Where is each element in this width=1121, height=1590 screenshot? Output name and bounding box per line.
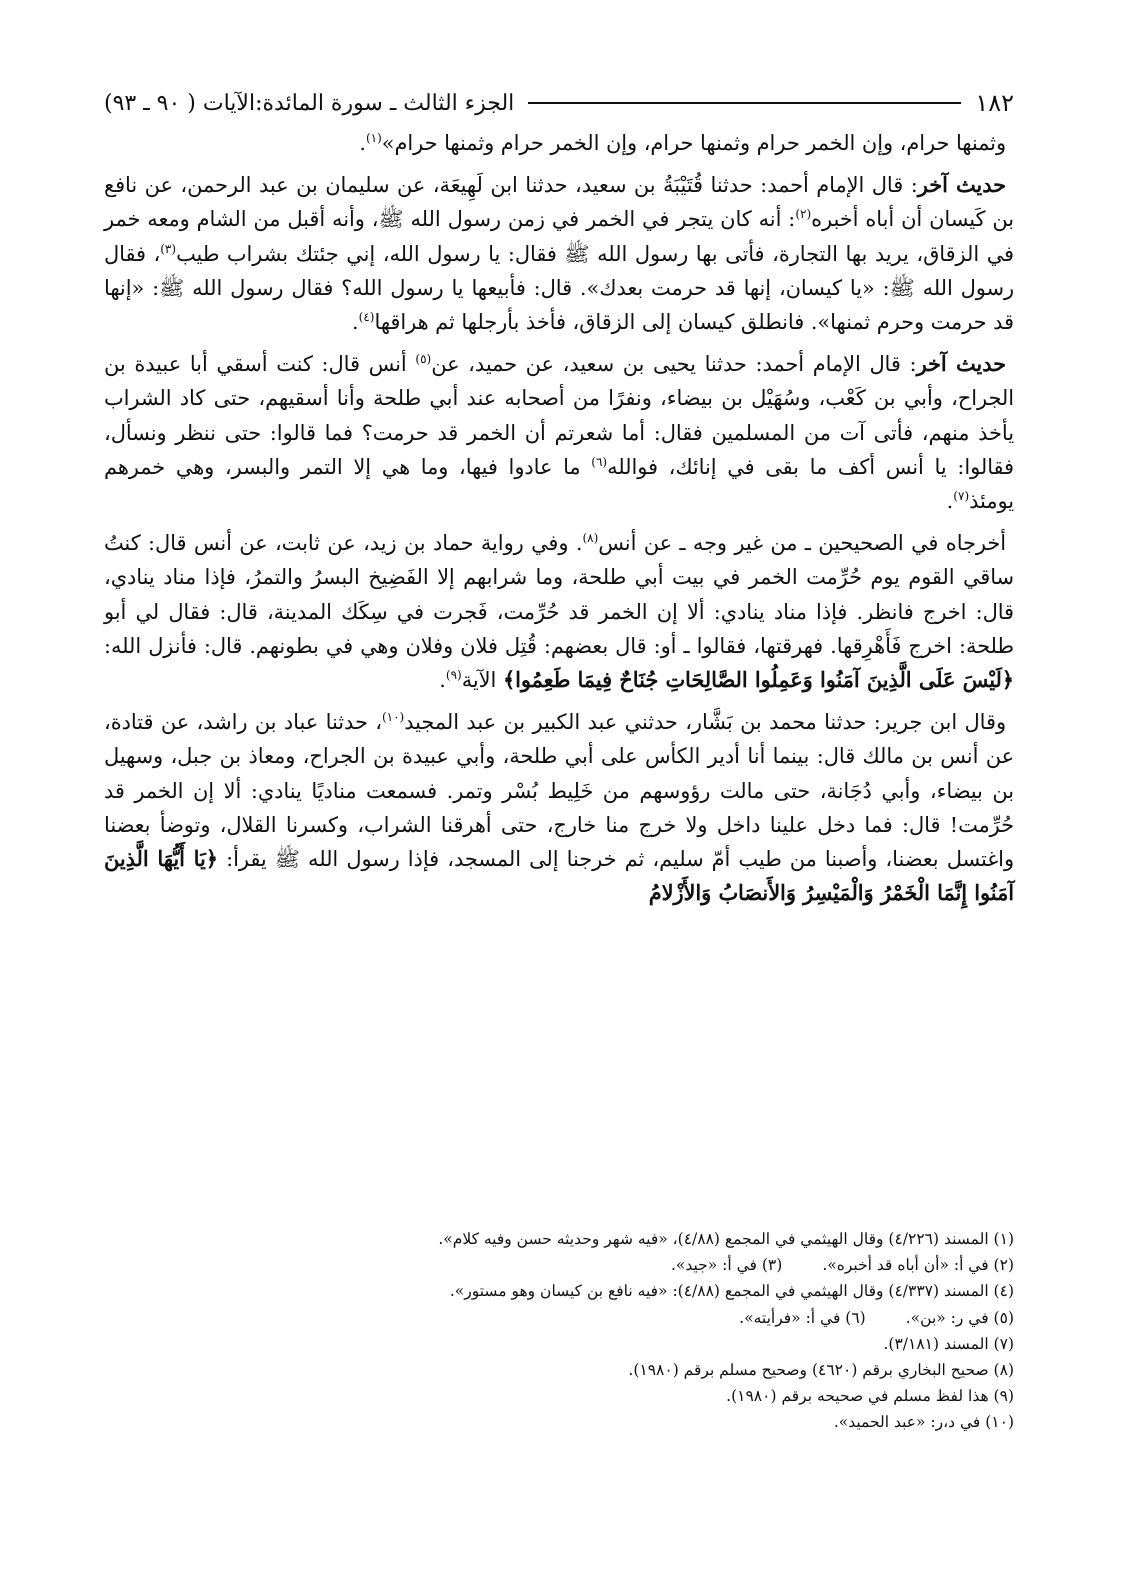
footnote-6: (٦) في أ: «فرأيته». <box>739 1308 866 1327</box>
paragraph-text: . <box>946 489 954 514</box>
paragraph-text: . <box>439 668 446 693</box>
paragraph-text: الآية <box>461 668 503 693</box>
footnote-3: (٣) في أ: «جيد». <box>670 1256 783 1275</box>
footnote-marker: (٩) <box>445 668 462 683</box>
footnote-9: (٩) هذا لفظ مسلم في صحيحه برقم (١٩٨٠). <box>726 1387 1014 1406</box>
footnote-marker: (٦) <box>591 454 608 469</box>
paragraph-lead: حديث آخر <box>916 351 1006 377</box>
paragraph-text: : قال الإمام أحمد: حدثنا قُتَيْبَةُ بن سعيد، حدثنا ابن لَهِيعَة، عن سليمان بن عبد الرحمن، عن نافع بن كَيسان أن أباه أخبره <box>104 173 1015 232</box>
footnote-marker: (٨) <box>582 531 599 546</box>
footnote-4: (٤) المسند (٤/٣٣٧) وقال الهيثمي في المجمع (٤/٨٨): «فيه نافع بن كيسان وهو مستور». <box>449 1282 1014 1301</box>
footnote-marker: (١٠) <box>381 710 405 725</box>
paragraph-text: . <box>359 131 366 155</box>
footnote-1: (١) المسند (٤/٢٢٦) وقال الهيثمي في المجمع (٤/٨٨)، «فيه شهر وحديثه حسن وفيه كلام». <box>438 1230 1014 1248</box>
paragraph-text: . وفي رواية حماد بن زيد، عن ثابت، عن أنس قال: كنتُ ساقي القوم يوم حُرِّمت الخمر في بيت أبي طلحة، وما شرابهم إلا الفَضِيخ البسرُ والتمرُ، فإذا مناد ينادي، قال: اخرج فانظر. فإذا مناد ينادي: ألا إن الخمر قد حُرِّمت، فَجرت في سِكَك المدينة، قال: فقال لي أبو طلحة: اخرج فَأَهْرِقها. فهرقتها، فقالوا ـ أو: قال بعضهم: قُتِل فلان وفلان وهي في بطونهم. قال: فأنزل الله: <box>104 531 1014 658</box>
paragraph-text: : قال الإمام أحمد: حدثنا يحيى بن سعيد، عن حميد، عن <box>431 352 917 377</box>
footnote-marker: (٥) <box>415 352 432 367</box>
paragraph-text: أخرجاه في الصحيحين ـ من غير وجه ـ عن أنس <box>598 531 1006 556</box>
paragraph-1 <box>104 126 1014 160</box>
footnote-marker: (٧) <box>953 489 970 504</box>
paragraph-lead: حديث آخر <box>917 172 1006 198</box>
header-rule <box>528 102 961 104</box>
footnotes <box>104 1226 1014 1436</box>
running-header <box>104 86 1014 120</box>
running-title: الجزء الثالث ـ سورة المائدة:الآيات ( ٩٠ ـ ٩٣) <box>104 90 515 116</box>
paragraph-text: . <box>352 310 359 335</box>
quran-verse: ﴿يَا أَيُّهَا الَّذِينَ آمَنُوا إِنَّمَا الْخَمْرُ وَالْمَيْسِرُ وَالأَنصَابُ وَالأَزْلامُ <box>104 846 1014 906</box>
footnote-5: (٥) في ر: «بن». <box>905 1308 1014 1327</box>
footnote-10: (١٠) في د،ر: «عبد الحميد». <box>833 1413 1014 1432</box>
paragraph-text: : أنه كان يتجر في الخمر في زمن رسول الله ﷺ، وأنه أقبل من الشام ومعه خمر في الزقاق، يريد بها التجارة، فأتى بها رسول الله ﷺ فقال: يا رسول الله، إني جئتك بشراب طيب <box>104 207 1014 266</box>
footnote-8: (٨) صحيح البخاري برقم (٤٦٢٠) وصحيح مسلم برقم (١٩٨٠). <box>628 1361 1014 1380</box>
paragraph-text: أنس قال: كنت أسقي أبا عبيدة بن الجراح، وأبي بن كَعْب، وسُهَيْل بن بيضاء، ونفرًا من أصحابه عند أبي طلحة وأنا أسقيهم، حتى كاد الشراب يأخذ منهم، فأتى آت من المسلمين فقال: أما شعرتم أن الخمر قد حرمت؟ فما قالوا: حتى ننظر ونسأل، فقالوا: يا أنس أكف ما بقى في إنائك، فوالله <box>104 352 1014 479</box>
paragraph-text: ما عادوا فيها، وما هي إلا التمر والبسر، وهي خمرهم يومئذ <box>104 454 1014 514</box>
paragraph-2 <box>104 168 1014 339</box>
footnote-7: (٧) المسند (٣/١٨١). <box>883 1334 1014 1353</box>
quran-verse: ﴿لَيْسَ عَلَى الَّذِينَ آمَنُوا وَعَمِلُوا الصَّالِحَاتِ جُنَاحٌ فِيمَا طَعِمُوا﴾ <box>502 667 1014 693</box>
footnote-marker: (٢) <box>795 207 812 222</box>
paragraph-5 <box>104 705 1014 910</box>
footnote-2: (٢) في أ: «أن أباه قد أخبره». <box>822 1256 1014 1275</box>
paragraph-text: وقال ابن جرير: حدثنا محمد بن بَشَّار، حدثني عبد الكبير بن عبد المجيد <box>404 710 1006 735</box>
paragraph-text: ، فقال رسول الله ﷺ: «يا كيسان، إنها قد حرمت بعدك». قال: فأبيعها يا رسول الله؟ فقال رسول الله ﷺ: «إنها قد حرمت وحرم ثمنها». فانطلق كيسان إلى الزقاق، فأخذ بأرجلها ثم هراقها <box>104 241 1014 335</box>
paragraph-4 <box>104 526 1014 697</box>
paragraph-text: وثمنها حرام، وإن الخمر حرام وثمنها حرام، وإن الخمر حرام وثمنها حرام» <box>381 131 1006 155</box>
main-text <box>104 126 1014 918</box>
footnote-marker: (٤) <box>358 310 375 325</box>
paragraph-3 <box>104 347 1014 518</box>
paragraph-text: ، حدثنا عباد بن راشد، عن قتادة، عن أنس بن مالك قال: بينما أنا أدير الكأس على أبي طلحة، وأبي عبيدة بن الجراح، ومعاذ بن جبل، وسهيل بن بيضاء، وأبي دُجَانة، حتى مالت رؤوسهم من خَلِيط بُسْر وتمر. فسمعت مناديًا ينادي: ألا إن الخمر قد حُرِّمت! قال: فما دخل علينا داخل ولا خرج منا خارج، حتى أهرقنا الشراب، وكسرنا القلال، وتوضأ بعضنا واغتسل بعضنا، وأصبنا من طيب أمّ سليم، ثم خرجنا إلى المسجد، فإذا رسول الله ﷺ يقرأ: <box>104 710 1014 872</box>
footnote-marker: (١) <box>365 131 382 146</box>
page-number: ١٨٢ <box>975 89 1014 117</box>
footnote-marker: (٣) <box>160 241 177 256</box>
